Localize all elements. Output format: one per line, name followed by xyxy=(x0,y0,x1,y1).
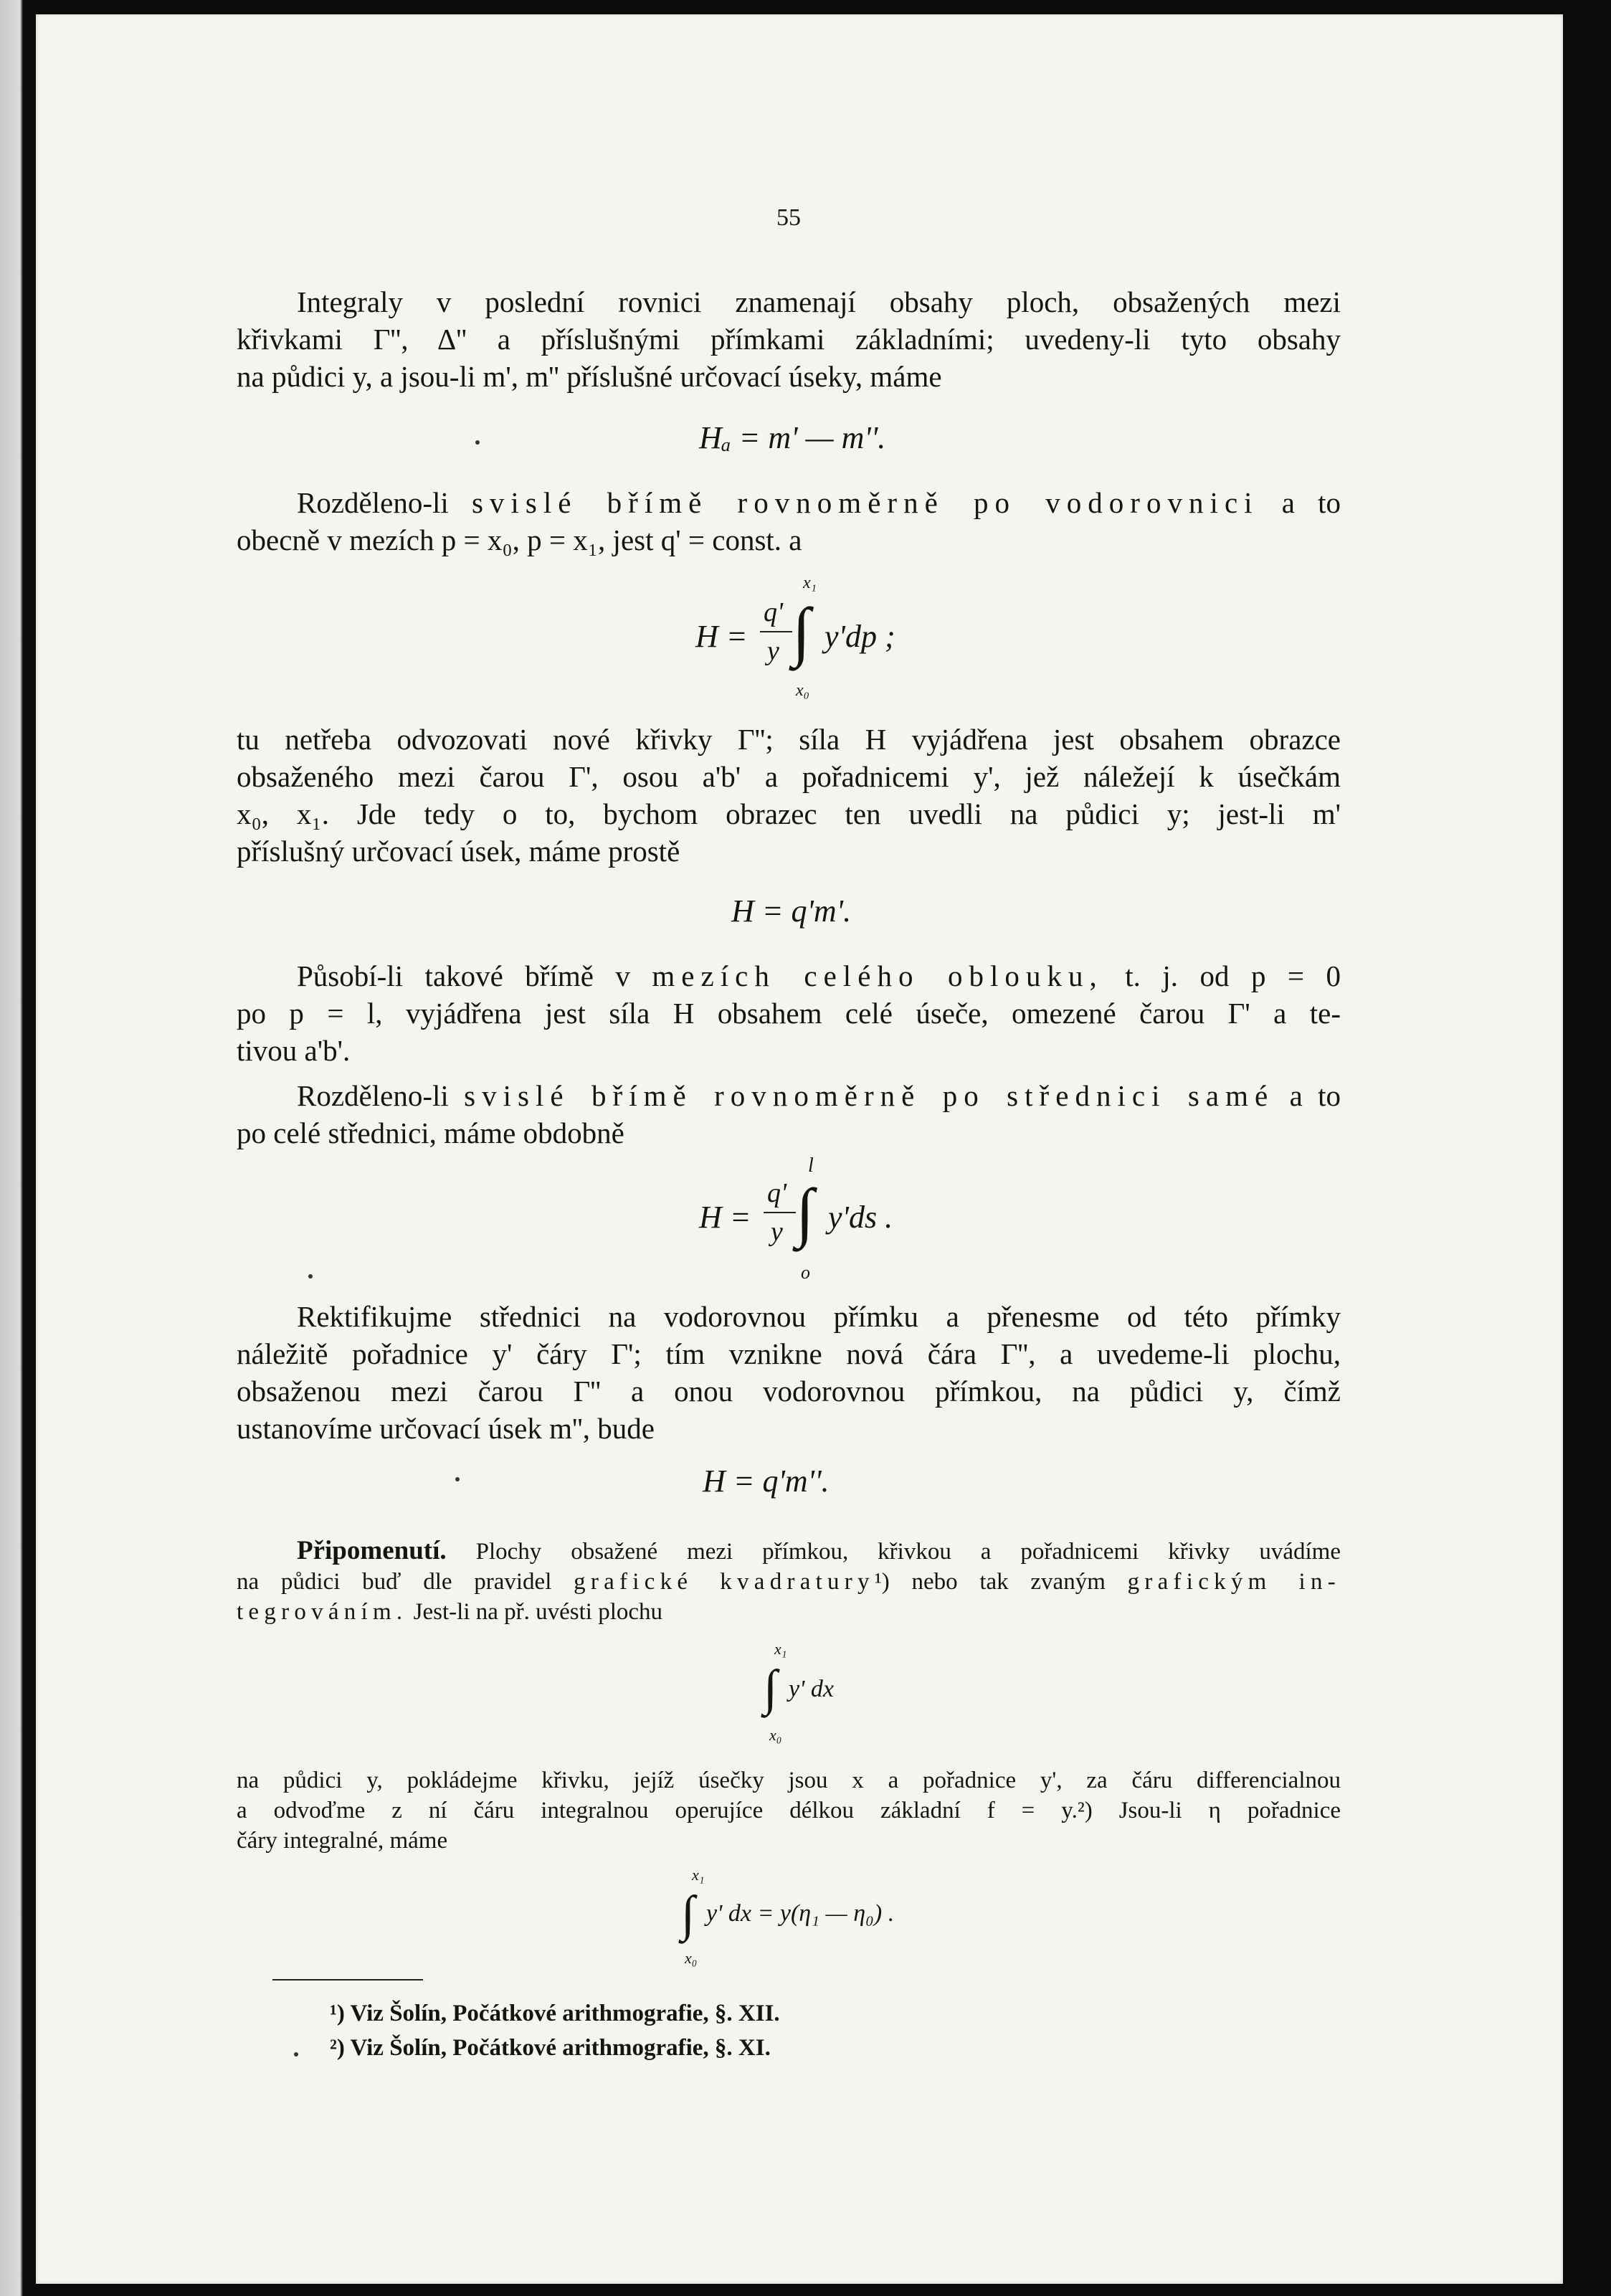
text-line xyxy=(237,1567,1341,1597)
upper-limit: x₁ xyxy=(803,574,817,592)
upper-limit: x₁ xyxy=(692,1866,705,1884)
note-paragraph xyxy=(237,1536,1341,1627)
text-line xyxy=(237,957,1341,995)
note-title: Připomenutí. xyxy=(297,1536,447,1565)
spaced-text: grafické kvadratury xyxy=(574,1569,875,1595)
text-line xyxy=(237,484,1341,521)
text-run: ¹) nebo tak zvaným xyxy=(874,1569,1128,1595)
paragraph-2 xyxy=(237,484,1341,559)
text-run: t. j. od p = 0 xyxy=(1103,959,1341,992)
upper-limit: x₁ xyxy=(774,1640,787,1658)
paragraph-5 xyxy=(237,1077,1341,1152)
eq-numerator: q' xyxy=(764,597,784,627)
text-line xyxy=(237,1536,1341,1567)
speck xyxy=(294,2052,298,2057)
integral-sign: ∫ xyxy=(681,1887,695,1942)
text-line: křivkami Γ'', Δ'' a příslušnými přímkami základními; uvedeny-li tyto obsahy xyxy=(237,323,1341,356)
paragraph-4 xyxy=(237,957,1341,1069)
text-run: na půdici buď dle pravidel xyxy=(237,1569,574,1595)
integral-sign: ∫ xyxy=(796,1175,814,1248)
text-line: tu netřeba odvozovati nové křivky Γ''; síla H vyjádřena jest obsahem obrazce xyxy=(237,723,1341,756)
footnote-1: ¹) Viz Šolín, Počátkové arithmografie, §. XII. xyxy=(330,2001,780,2026)
equation-2 xyxy=(695,574,982,703)
equation-7 xyxy=(681,1866,1040,1972)
equation-6 xyxy=(764,1640,921,1753)
fraction-bar xyxy=(760,631,792,632)
text-line: a odvoďme z ní čáru integralnou operujíce délkou základní f = y.²) Jsou-li η pořadnice xyxy=(237,1798,1341,1823)
text-run: Plochy obsažené mezi přímkou, křivkou a pořadnicemi křivky uvádíme xyxy=(475,1539,1341,1565)
text-line: na půdici y, a jsou-li m', m'' příslušné určovací úseky, máme xyxy=(237,360,942,393)
eq-lhs: H = xyxy=(695,619,748,654)
note-paragraph-2 xyxy=(237,1765,1341,1856)
text-run: Rozděleno-li xyxy=(297,486,472,519)
eq-denominator: y xyxy=(767,636,779,666)
text-run: a to xyxy=(1274,1079,1341,1112)
upper-limit: l xyxy=(808,1154,814,1177)
book-page xyxy=(36,14,1563,2284)
equation-1: Hₐ = m' — m''. xyxy=(699,420,886,455)
text-line xyxy=(237,1597,1341,1627)
text-run: Jest-li na př. uvésti plochu xyxy=(407,1599,663,1625)
lower-limit: x₀ xyxy=(796,681,809,700)
text-line: náležitě pořadnice y' čáry Γ'; tím vznikne nová čára Γ'', a uvedeme-li plochu, xyxy=(237,1337,1341,1370)
paragraph-3 xyxy=(237,721,1341,870)
lower-limit: x₀ xyxy=(769,1726,782,1744)
footnote-rule xyxy=(272,1979,423,1980)
text-line: obsaženou mezi čarou Γ'' a onou vodorovnou přímkou, na půdici y, čímž xyxy=(237,1375,1341,1408)
lower-limit: o xyxy=(801,1262,810,1283)
integral-sign: ∫ xyxy=(764,1661,778,1716)
spaced-text: svislé břímě rovnoměrně po vodorovnici xyxy=(471,486,1259,519)
equation-4 xyxy=(699,1154,986,1284)
integrand: y' dx = y(η₁ — η₀) . xyxy=(706,1900,895,1927)
equation-3: H = q'm'. xyxy=(731,893,852,929)
text-line xyxy=(237,1077,1341,1114)
eq-lhs: H = xyxy=(699,1200,751,1235)
equation-5: H = q'm''. xyxy=(703,1464,830,1499)
spaced-text: grafickým in- xyxy=(1127,1569,1341,1595)
text-line: tivou a'b'. xyxy=(237,1034,351,1067)
text-line: na půdici y, pokládejme křivku, jejíž úsečky jsou x a pořadnice y', za čáru differencialnou xyxy=(237,1768,1341,1793)
speck xyxy=(308,1274,313,1279)
spaced-text: mezích celého oblouku, xyxy=(652,959,1103,992)
fraction-bar xyxy=(764,1212,796,1213)
eq-numerator: q' xyxy=(767,1178,787,1208)
integrand: y'ds . xyxy=(828,1200,893,1235)
text-line: Rektifikujme střednici na vodorovnou přímku a přenesme od této přímky xyxy=(297,1300,1341,1333)
text-line: Integraly v poslední rovnici znamenají obsahy ploch, obsažených mezi xyxy=(297,285,1341,318)
text-run: Rozděleno-li xyxy=(297,1079,465,1112)
lower-limit: x₀ xyxy=(685,1949,698,1967)
text-run: Působí-li takové břímě v xyxy=(297,959,652,992)
spaced-text: svislé břímě rovnoměrně po střednici samé xyxy=(464,1079,1275,1112)
text-line: po p = l, vyjádřena jest síla H obsahem celé úseče, omezené čarou Γ' a te- xyxy=(237,997,1341,1030)
text-line: x₀, x₁. Jde tedy o to, bychom obrazec ten uvedli na půdici y; jest-li m' xyxy=(237,797,1341,830)
text-line: čáry integralné, máme xyxy=(237,1828,448,1854)
footnote-2: ²) Viz Šolín, Počátkové arithmografie, §. XI. xyxy=(330,2035,771,2061)
page-number: 55 xyxy=(776,204,801,231)
scan-edge xyxy=(0,0,36,2296)
text-line: obecně v mezích p = x₀, p = x₁, jest q' = const. a xyxy=(237,523,802,556)
text-line: příslušný určovací úsek, máme prostě xyxy=(237,835,680,868)
integral-sign: ∫ xyxy=(792,594,811,668)
paragraph-6 xyxy=(237,1298,1341,1447)
text-line: obsaženého mezi čarou Γ', osou a'b' a pořadnicemi y', jež náležejí k úsečkám xyxy=(237,760,1341,793)
text-line: ustanovíme určovací úsek m'', bude xyxy=(237,1412,655,1445)
paragraph-1 xyxy=(237,283,1341,395)
integrand: y' dx xyxy=(789,1676,834,1702)
integrand: y'dp ; xyxy=(824,619,895,654)
eq-denominator: y xyxy=(771,1217,783,1247)
speck xyxy=(475,440,480,445)
speck xyxy=(455,1477,460,1481)
text-line: po celé střednici, máme obdobně xyxy=(237,1116,624,1149)
spaced-text: tegrováním. xyxy=(237,1599,408,1625)
text-run: a to xyxy=(1258,486,1341,519)
